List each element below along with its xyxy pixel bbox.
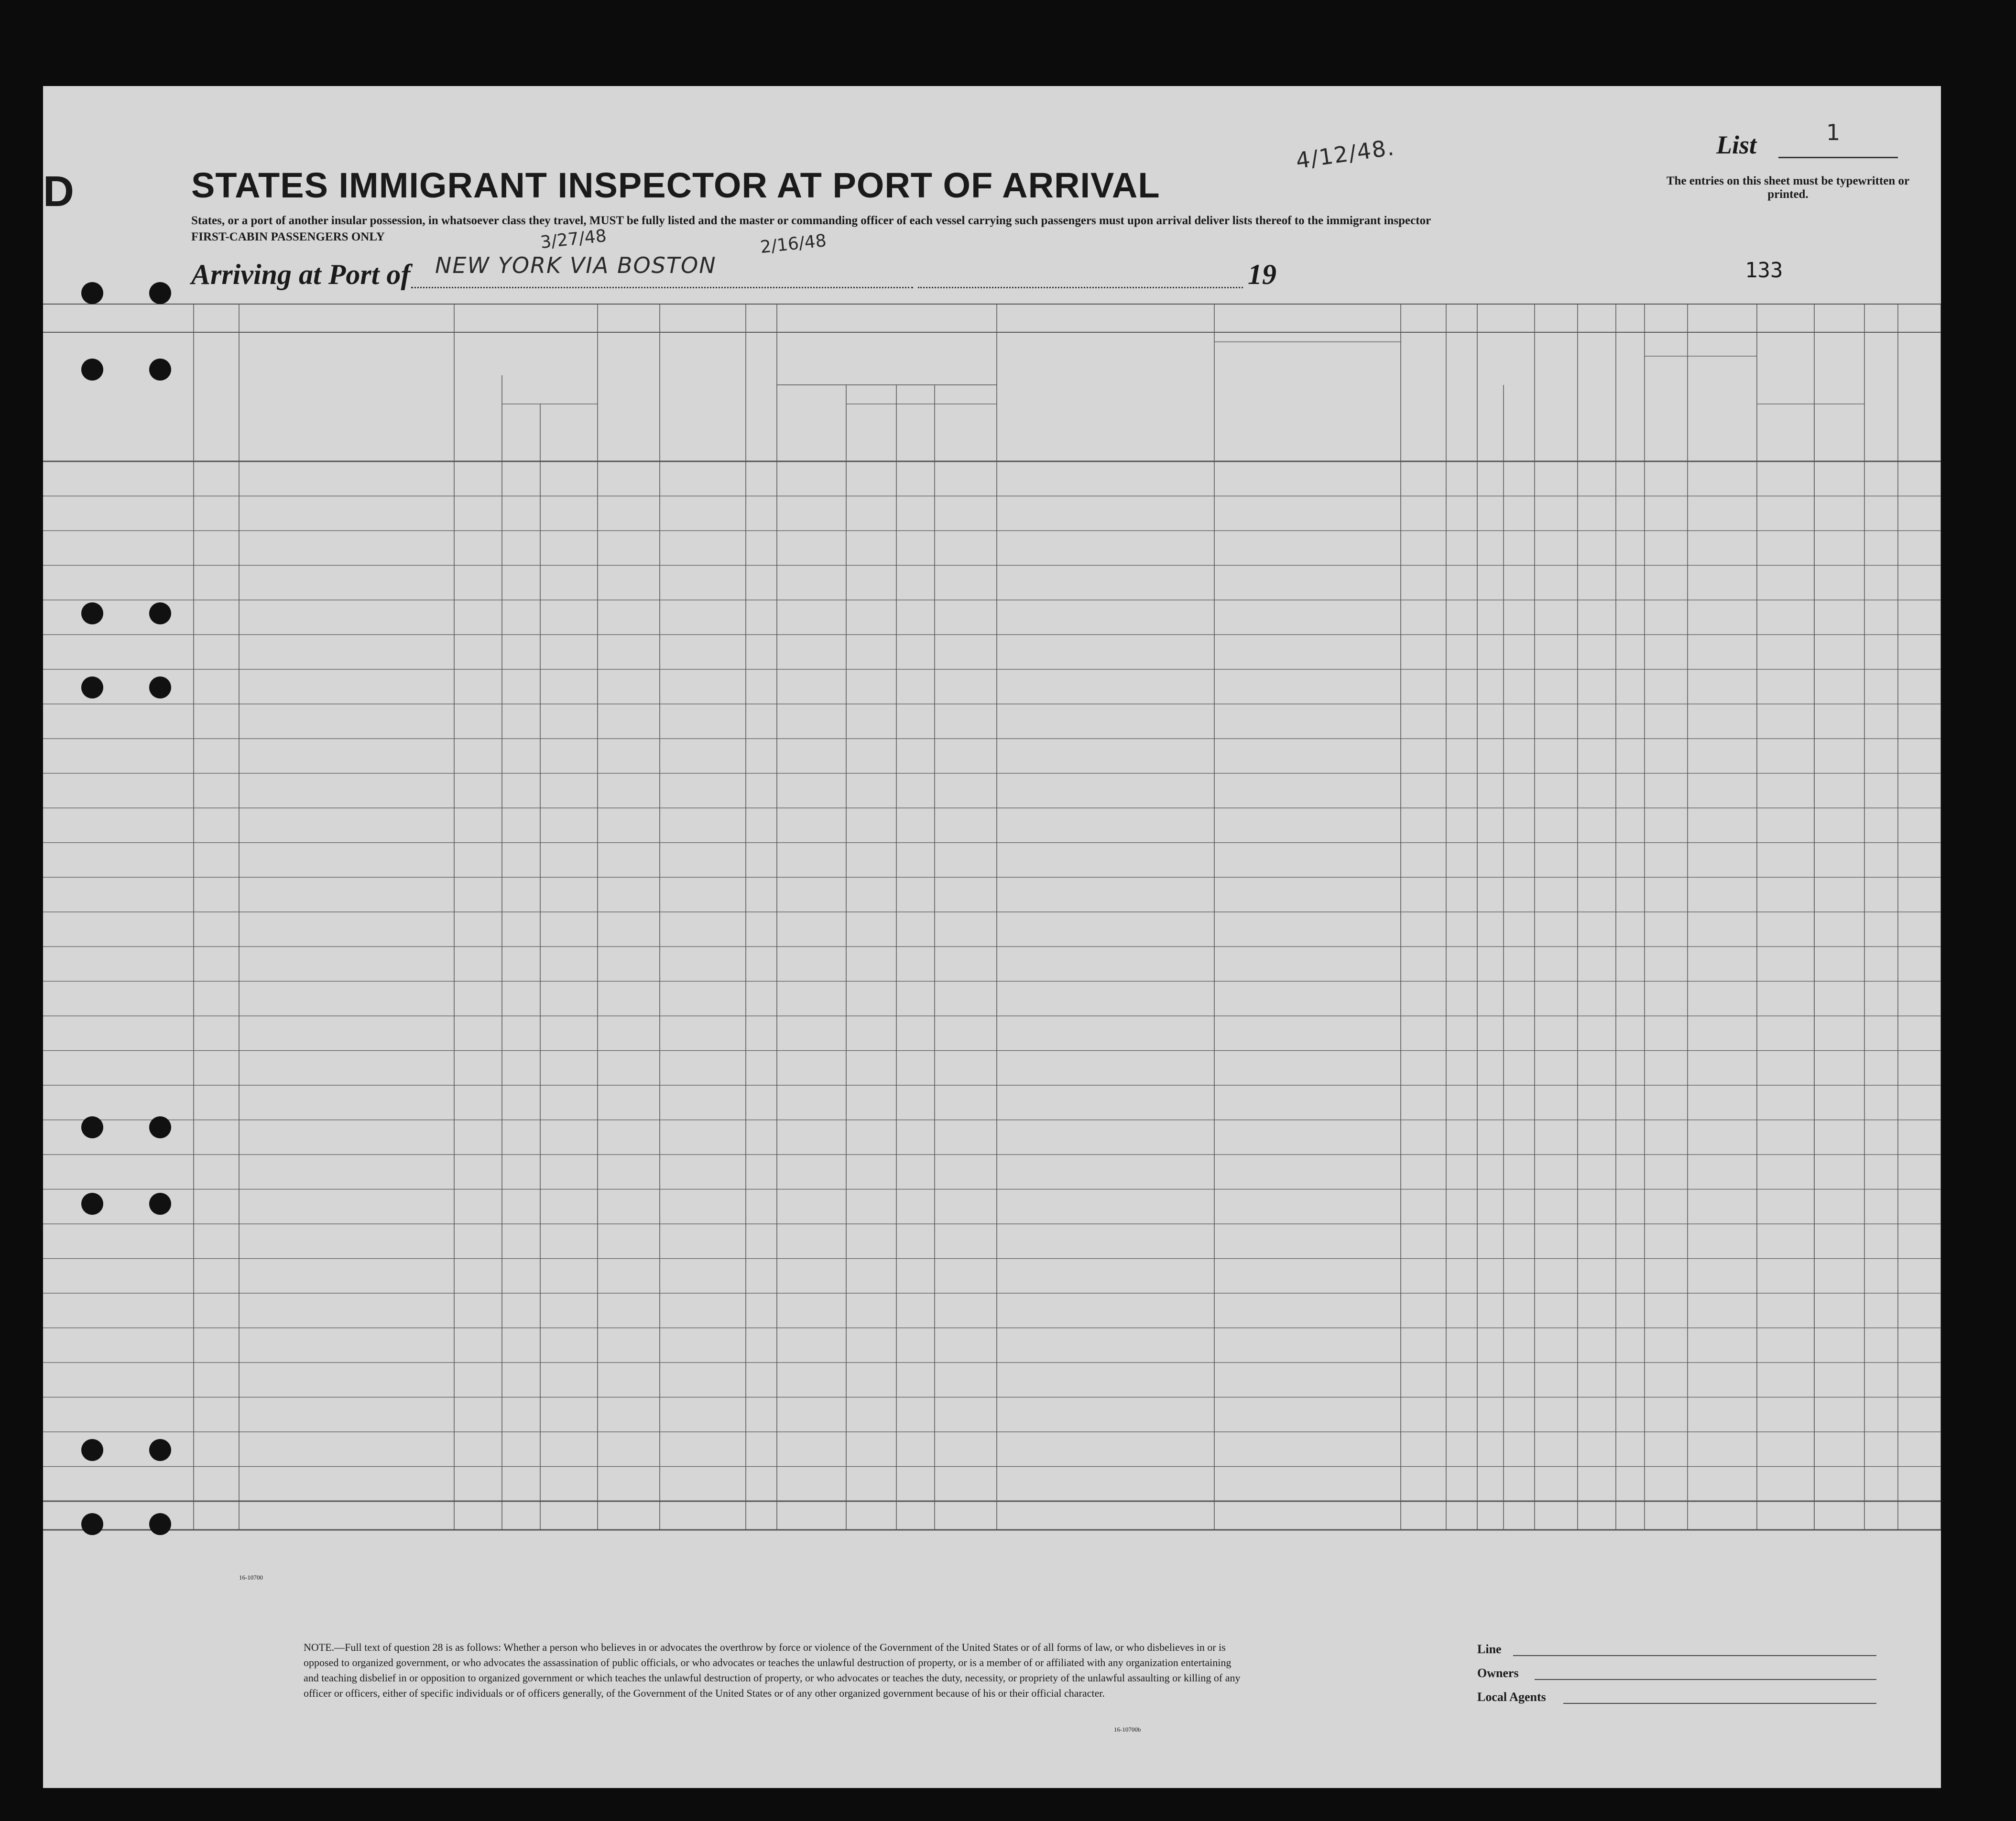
punch-hole [149, 282, 171, 304]
hand-date-a: 3/27/48 [539, 226, 608, 253]
page-subtitle: States, or a port of another insular possession, in whatsoever class they travel, MUST be fully listed and the master or commanding officer of each vessel carrying such passengers must upon arrival deliver lists thereof to the immigrant inspector [191, 214, 1431, 227]
punch-hole [149, 676, 171, 698]
list-value: 1 [1826, 120, 1842, 145]
punch-hole [149, 602, 171, 624]
list-label: List [1716, 131, 1757, 159]
stamp-number: 133 [1745, 258, 1783, 283]
punch-hole [81, 282, 103, 304]
hand-date-b: 2/16/48 [759, 230, 828, 258]
punch-hole [81, 1439, 103, 1461]
punch-hole [149, 1513, 171, 1535]
date-line [918, 287, 1243, 288]
line-label: Line [1477, 1642, 1502, 1656]
arriving-port-line [411, 287, 913, 288]
arriving-label: Arriving at Port of [191, 259, 411, 290]
col24-a [1217, 363, 1260, 461]
col19-header [607, 337, 655, 457]
typewritten-instruction: The entries on this sheet must be typewritten or printed. [1666, 174, 1910, 201]
footer-note: NOTE.—Full text of question 28 is as follows: Whether a person who believes in or advocates the overthrow by force or violence of the Government of the United States or of all forms of law, or who disbelieves in or is opposed to organized government, or who advocates the assassination of public officials, or who advocates or teaches the unlawful destruction of property, or is a member of or affiliated with any organization entertaining and teaching disbelief in or opposition to organized government or which teaches the unlawful destruction of property, or who advocates or teaches the duty, necessity, or propriety of the unlawful assaulting or killing of any officer or officers, either of specific individuals or of officers generally, of the Government of the United States or of any other organized government because of his or their official character. [304, 1641, 1241, 1699]
manifest-sheet [43, 86, 1941, 1788]
punch-hole [149, 1116, 171, 1138]
page-title: STATES IMMIGRANT INSPECTOR AT PORT OF ARRIVAL [191, 165, 1160, 205]
owners-label: Owners [1477, 1666, 1519, 1680]
punch-hole [81, 1116, 103, 1138]
punch-hole [81, 359, 103, 381]
punch-hole [149, 1439, 171, 1461]
table-body [43, 304, 1941, 1609]
col24-c [1317, 363, 1360, 461]
col28-header [1506, 347, 1535, 459]
hand-date-top: 4/12/48. [1294, 134, 1396, 174]
local-agents-label: Local Agents [1477, 1690, 1546, 1704]
arriving-port: NEW YORK VIA BOSTON [435, 252, 717, 278]
footer-form-code: 16-10700b [1114, 1726, 1141, 1733]
punch-hole [149, 1193, 171, 1215]
col30-header [1580, 347, 1613, 459]
edge-letter: D [43, 168, 75, 216]
col27-header [1482, 347, 1506, 459]
col24-b [1267, 363, 1310, 461]
col29-header [1537, 347, 1578, 459]
class-line: FIRST-CABIN PASSENGERS ONLY [191, 230, 385, 243]
col25-header [1403, 347, 1441, 459]
col31-header [1618, 347, 1642, 459]
list-underline [1778, 157, 1898, 158]
owners-field[interactable] [1535, 1679, 1876, 1680]
form-code: 16-10700 [239, 1574, 263, 1581]
line-field[interactable] [1513, 1655, 1876, 1656]
col21-header [748, 337, 777, 457]
punch-hole [81, 1513, 103, 1535]
col34-feet [1759, 418, 1783, 457]
col26-header [1451, 347, 1475, 459]
punch-hole [81, 676, 103, 698]
local-agents-field[interactable] [1563, 1703, 1876, 1704]
punch-hole [81, 1193, 103, 1215]
punch-hole [149, 359, 171, 381]
punch-hole [81, 602, 103, 624]
year-prefix: 19 [1248, 259, 1276, 290]
col34-inches [1821, 418, 1845, 457]
